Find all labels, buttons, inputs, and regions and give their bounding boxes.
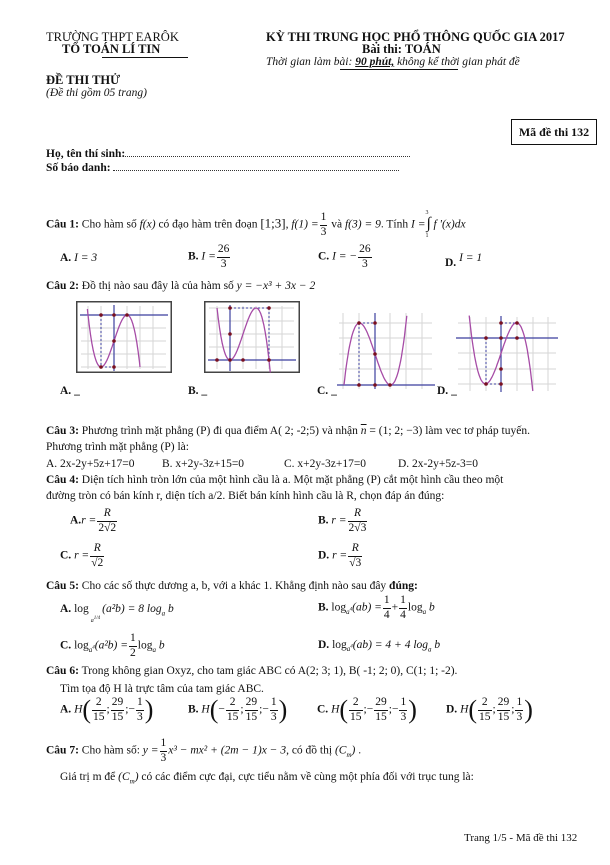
q3-option-a[interactable]: A. 2x-2y+5z+17=0 — [46, 458, 135, 470]
q7-text-line2 — [60, 771, 474, 785]
fraction-numerator: 2 — [478, 697, 492, 711]
option-lhs: r = — [74, 549, 90, 562]
coord-fraction — [497, 697, 511, 723]
question-2 — [46, 280, 315, 292]
log-text: log — [137, 639, 153, 652]
log-base-letter: a — [90, 618, 94, 624]
option-fraction — [358, 244, 372, 270]
point-name: H — [331, 703, 340, 716]
log-argument: (ab) = — [352, 601, 382, 614]
option-blank: _ — [451, 385, 457, 397]
q6-label: Câu 6: — [46, 665, 79, 677]
fraction-numerator: 1 — [383, 595, 391, 609]
log-base-letter: a — [346, 645, 351, 654]
option-letter: C. — [317, 703, 329, 716]
school-name: TRƯỜNG THPT EARÔK — [46, 30, 179, 44]
fraction-denominator: √3 — [349, 556, 362, 569]
paren-open: ( — [209, 695, 219, 724]
coord-separator: ; — [259, 703, 263, 716]
q1-text: , — [285, 218, 292, 231]
denominator-radicand: 2 — [97, 556, 104, 569]
q5-option-d[interactable] — [318, 639, 440, 653]
point-name: H — [201, 703, 210, 716]
option-letter: B. — [188, 385, 199, 397]
page-footer: Trang 1/5 - Mã đề thi 132 — [464, 832, 578, 844]
option-lhs: I = — [201, 250, 216, 263]
q7-graph-close: ) — [351, 744, 356, 757]
option-letter: C. — [318, 250, 330, 263]
option-letter: D. — [437, 385, 449, 397]
q5-option-c[interactable] — [60, 633, 165, 659]
q7-graph-subscript: m — [346, 750, 352, 759]
graph-option-b[interactable] — [204, 301, 300, 373]
coord-separator: ; — [492, 703, 496, 716]
q5-option-b[interactable] — [318, 595, 435, 621]
q5-label: Câu 5: — [46, 580, 79, 592]
q3-option-d[interactable]: D. 2x-2y+5z-3=0 — [398, 458, 479, 470]
fraction-denominator: 4 — [400, 608, 406, 621]
q1-text: và — [328, 218, 345, 231]
q2-label: Câu 2: — [46, 280, 79, 292]
fraction-denominator: 4 — [383, 608, 390, 621]
option-fraction — [97, 508, 117, 534]
option-blank: _ — [74, 385, 80, 397]
denominator-radicand: 2 — [110, 521, 117, 534]
option-letter: C. — [317, 385, 329, 397]
q7-text: Cho hàm số: — [78, 744, 143, 757]
fraction-denominator: 3 — [400, 710, 407, 723]
option-letter: B. — [318, 514, 329, 527]
question-3 — [46, 425, 530, 437]
exam-code-box: Mã đề thi 132 — [511, 119, 597, 145]
option-letter: A. — [60, 703, 72, 716]
paren-open: ( — [468, 695, 478, 724]
graph-grid — [458, 317, 556, 391]
q2-text: Đồ thị nào sau đây là của hàm số — [78, 280, 237, 292]
plus-sign: + — [391, 601, 399, 614]
student-id-input[interactable] — [113, 161, 399, 171]
integral-lower-bound: 1 — [425, 233, 429, 239]
q3-vector-value: = (1; 2; −3) — [366, 425, 423, 437]
log-base — [91, 616, 100, 624]
q3-label: Câu 3: — [46, 425, 79, 437]
coord-sign: − — [218, 703, 225, 716]
fraction-numerator: 26 — [358, 244, 372, 258]
q1-option-d[interactable] — [445, 252, 483, 269]
coord-fraction — [245, 697, 259, 723]
q1-option-b[interactable] — [188, 244, 231, 270]
fraction-numerator: 2 — [92, 697, 106, 711]
denominator-radicand: 3 — [360, 521, 367, 534]
fraction-denominator: 3 — [320, 225, 327, 238]
q7-formula: x³ − mx² + (2m − 1)x − 3 — [168, 744, 287, 757]
q1-text: Cho hàm số — [78, 218, 140, 231]
fraction-numerator: 1 — [270, 697, 278, 711]
coord-sign: − — [262, 703, 269, 716]
q4-option-a[interactable] — [70, 508, 118, 534]
q6-text: Trong không gian Oxyz, cho tam giác ABC có A(2; 3; 1), B( -1; 2; 0), C(1; 1; -2). — [78, 665, 458, 677]
exam-subject: Bài thi: TOÁN — [362, 42, 441, 56]
q7-graph-name: (C — [334, 744, 347, 757]
option-letter: D. — [446, 703, 458, 716]
option-lhs: r = — [331, 514, 347, 527]
q1-f1: f(1) = — [291, 218, 319, 231]
paren-close: ) — [144, 695, 154, 724]
log-argument: (a²b) = 8 log — [102, 603, 162, 615]
q1-text: có đạo hàm trên đoạn — [155, 218, 261, 231]
option-fraction — [399, 595, 407, 621]
question-7 — [46, 738, 361, 764]
q2-formula: y = −x³ + 3x − 2 — [236, 280, 316, 292]
fraction-numerator: 29 — [111, 697, 125, 711]
q1-integral-lhs: I = — [410, 218, 426, 231]
graph-option-d[interactable] — [456, 315, 560, 393]
log-tail: b — [155, 639, 165, 652]
option-lhs: r = — [81, 514, 97, 527]
denominator-radicand: 3 — [355, 556, 362, 569]
fraction-denominator: 15 — [93, 710, 105, 723]
q1-label: Câu 1: — [46, 218, 79, 231]
fraction-numerator: R — [348, 508, 368, 522]
student-name-row — [46, 147, 410, 160]
point-name: H — [460, 703, 469, 716]
q6-option-d[interactable] — [446, 697, 533, 723]
fraction-numerator: 1 — [399, 595, 407, 609]
coord-sign: − — [128, 703, 135, 716]
option-text: I = 3 — [74, 252, 98, 264]
option-letter: C. — [60, 549, 72, 562]
student-id-label: Số báo danh: — [46, 162, 111, 174]
log-text: log — [331, 601, 347, 614]
q3-text-line2: Phương trình mặt phẳng (P) là: — [46, 441, 189, 453]
q5-text: Cho các số thực dương a, b, với a khác 1. Khẳng định nào sau đây — [78, 580, 390, 592]
department-name: TỔ TOÁN LÍ TIN — [62, 42, 161, 56]
test-type: ĐỀ THI THỬ — [46, 73, 121, 87]
q4-label: Câu 4: — [46, 474, 79, 486]
coord-separator: ; — [388, 703, 392, 716]
q4-option-b[interactable] — [318, 508, 368, 534]
log-base-letter: a — [346, 607, 350, 616]
q3-text: Phương trình mặt phẳng (P) đi qua điểm A( 2; -2;5) và nhận — [78, 425, 361, 437]
fraction-numerator: 29 — [374, 697, 388, 711]
student-id-row — [46, 161, 399, 174]
time-suffix: không kể thời gian phát đề — [394, 56, 520, 68]
option-letter: B. — [188, 250, 199, 263]
log-tail-base: a — [422, 607, 427, 616]
exam-time — [266, 56, 520, 68]
student-name-input[interactable] — [125, 147, 410, 157]
fraction-numerator: 1 — [160, 738, 168, 752]
question-6 — [46, 665, 457, 677]
coord-fraction — [478, 697, 492, 723]
fraction-numerator: 1 — [515, 697, 523, 711]
paren-open: ( — [339, 695, 349, 724]
log-tail: b — [165, 603, 174, 615]
option-letter: C. — [60, 639, 72, 652]
coord-fraction — [111, 697, 125, 723]
fraction-denominator: 3 — [220, 257, 227, 270]
coord-separator: ; — [511, 703, 515, 716]
fraction-numerator: 2 — [349, 697, 363, 711]
coord-separator: ; — [240, 703, 244, 716]
q7-text: Giá trị m để — [60, 771, 119, 783]
coord-fraction — [374, 697, 388, 723]
q6-option-c[interactable] — [317, 697, 417, 723]
option-letter: B. — [318, 601, 329, 614]
fraction-denominator: 3 — [160, 751, 167, 764]
page-count-note: (Đề thi gồm 05 trang) — [46, 87, 147, 99]
question-4 — [46, 474, 503, 486]
option-fraction — [129, 633, 137, 659]
fraction-denominator: 2√2 — [98, 521, 117, 534]
fraction-denominator: 15 — [111, 710, 124, 723]
coord-separator: ; — [106, 703, 110, 716]
denominator-coefficient: 2 — [348, 521, 355, 534]
fraction-denominator: 15 — [226, 710, 239, 723]
fraction-numerator: 26 — [217, 244, 231, 258]
fraction-denominator: 3 — [270, 710, 277, 723]
log-argument: (ab) = 4 + 4 log — [352, 639, 429, 651]
coord-fraction — [226, 697, 240, 723]
time-underline — [340, 69, 458, 70]
q7-text: . — [355, 744, 362, 757]
q7-graph-name: (C — [118, 771, 130, 783]
fraction-denominator: 2√3 — [348, 521, 367, 534]
q6-text-line2: Tìm tọa độ H là trực tâm của tam giác ABC. — [60, 683, 264, 695]
fraction-numerator: 29 — [245, 697, 259, 711]
option-fraction — [348, 508, 368, 534]
q2-option-c[interactable] — [317, 385, 337, 397]
fraction-denominator: 15 — [245, 710, 258, 723]
q4-option-c[interactable] — [60, 543, 105, 569]
q7-text: có các điểm cực đại, cực tiểu nằm về cùng một phía đối với trục tung là: — [138, 771, 474, 783]
option-letter: A. — [60, 385, 72, 397]
coord-sign: − — [366, 703, 374, 716]
option-blank: _ — [201, 385, 208, 397]
option-letter: D. — [318, 639, 330, 651]
log-text: log — [407, 601, 423, 614]
time-value: 90 phút, — [355, 56, 395, 68]
fraction-numerator: 29 — [497, 697, 511, 711]
coord-separator: ; — [125, 703, 129, 716]
q5-option-a[interactable] — [60, 603, 174, 624]
log-tail: b — [426, 601, 435, 614]
q1-fx: f(x) — [139, 218, 156, 231]
header-underline — [102, 57, 188, 58]
fraction-numerator: R — [97, 508, 117, 522]
log-tail: b — [431, 639, 441, 651]
q6-option-b[interactable] — [188, 697, 287, 723]
denominator-coefficient: 2 — [98, 521, 105, 534]
coord-fraction — [515, 697, 523, 723]
fraction-numerator: R — [348, 543, 362, 557]
log-base-exponent: 4 — [350, 644, 353, 650]
log-base-exponent: 1/4 — [93, 616, 101, 621]
question-5 — [46, 580, 418, 592]
fraction-denominator: 2 — [130, 646, 136, 659]
fraction-numerator: R — [90, 543, 104, 557]
q2-option-d[interactable] — [437, 385, 457, 397]
option-fraction — [217, 244, 231, 270]
fraction-numerator: 2 — [226, 697, 240, 711]
coord-fraction — [136, 697, 144, 723]
q1-option-c[interactable] — [318, 244, 373, 270]
q3-option-c[interactable]: C. x+2y-3z+17=0 — [284, 458, 367, 470]
q4-text: Diện tích hình tròn lớn của một hình cầu là a. Một mặt phẳng (P) cắt một hình cầu theo một — [78, 474, 504, 486]
fraction-denominator: 15 — [479, 710, 491, 723]
option-letter: D. — [318, 549, 330, 562]
integral-sign: 3 ∫ 1 — [425, 210, 431, 239]
fraction-denominator: 3 — [362, 257, 368, 270]
option-letter: D. — [445, 257, 457, 269]
q7-text: , có đồ thị — [286, 744, 335, 757]
fraction-denominator: 15 — [350, 710, 362, 723]
option-letter: A. — [60, 603, 72, 615]
option-lhs: I = − — [332, 250, 358, 263]
log-argument: (a²b) = — [94, 639, 129, 652]
q7-y: y = — [142, 744, 159, 757]
log-base-letter: a — [88, 645, 93, 654]
fraction-numerator: 1 — [399, 697, 407, 711]
coord-separator: ; — [363, 703, 367, 716]
log-base-exponent: 4 — [92, 645, 95, 651]
coord-fraction — [399, 697, 407, 723]
q1-f3: f(3) = 9 — [344, 218, 381, 231]
q1-integrand: f '(x)dx — [433, 218, 466, 231]
fraction-denominator: √2 — [91, 556, 104, 569]
paren-close: ) — [408, 695, 417, 724]
q7-graph-close: ) — [134, 771, 139, 783]
q2-option-b[interactable] — [188, 385, 207, 397]
integral-upper-bound: 3 — [425, 210, 429, 216]
q3-option-b[interactable]: B. x+2y-3z+15=0 — [162, 458, 245, 470]
q5-emphasis: đúng: — [389, 580, 418, 592]
log-tail-base: a — [161, 609, 166, 618]
coord-fraction — [270, 697, 278, 723]
q2-option-a[interactable] — [60, 385, 80, 397]
point-name: H — [74, 703, 83, 716]
question-1 — [46, 212, 466, 238]
graph-grid — [339, 313, 432, 389]
q6-option-a[interactable] — [60, 697, 153, 723]
q1-f1-fraction — [320, 212, 328, 238]
log-text: log — [332, 639, 347, 651]
option-letter: A. — [60, 252, 72, 264]
log-tail-base: a — [152, 645, 156, 654]
option-blank: _ — [331, 385, 337, 397]
q4-option-d[interactable] — [318, 543, 363, 569]
paren-close: ) — [278, 695, 288, 724]
q3-vector: $\overline{n}$ — [360, 425, 367, 437]
q3-text: làm vec tơ pháp tuyến. — [422, 425, 530, 437]
exam-title: KỲ THI TRUNG HỌC PHỔ THÔNG QUỐC GIA 2017 — [266, 30, 565, 44]
q7-graph-subscript: m — [129, 777, 135, 786]
option-fraction — [90, 543, 104, 569]
q4-text-line2: đường tròn có bán kính r, diện tích a/2. Biết bán kính hình cầu là R, chọn đáp án đúng: — [46, 490, 445, 502]
log-tail-base: a — [428, 645, 432, 654]
fraction-denominator: 3 — [136, 710, 143, 723]
q1-interval: [1;3] — [260, 215, 286, 231]
fraction-numerator: 1 — [129, 633, 137, 647]
fraction-denominator: 3 — [516, 710, 523, 723]
q1-text: . Tính — [380, 218, 411, 231]
log-base-exponent: 4 — [349, 607, 353, 613]
student-name-label: Họ, tên thí sinh: — [46, 148, 126, 160]
log-text: log — [74, 639, 89, 652]
option-letter: B. — [188, 703, 199, 716]
coord-fraction — [92, 697, 106, 723]
option-fraction — [383, 595, 391, 621]
paren-open: ( — [82, 695, 92, 724]
log-text: log — [74, 603, 89, 615]
option-letter: A. — [70, 514, 82, 527]
fraction-denominator: 15 — [375, 710, 387, 723]
q1-option-a[interactable] — [60, 252, 97, 264]
q7-fraction — [160, 738, 168, 764]
fraction-denominator: 15 — [497, 710, 510, 723]
graph-option-a[interactable] — [76, 301, 172, 373]
fraction-numerator: 1 — [136, 697, 144, 711]
option-text: I = 1 — [459, 252, 483, 264]
q7-label: Câu 7: — [46, 744, 79, 757]
paren-close: ) — [524, 695, 533, 724]
coord-fraction — [349, 697, 363, 723]
option-lhs: r = — [332, 549, 348, 562]
fraction-numerator: 1 — [320, 212, 328, 226]
coord-sign: − — [391, 703, 399, 716]
time-prefix: Thời gian làm bài: — [266, 56, 356, 68]
option-fraction — [348, 543, 362, 569]
graph-option-c[interactable] — [337, 311, 437, 391]
